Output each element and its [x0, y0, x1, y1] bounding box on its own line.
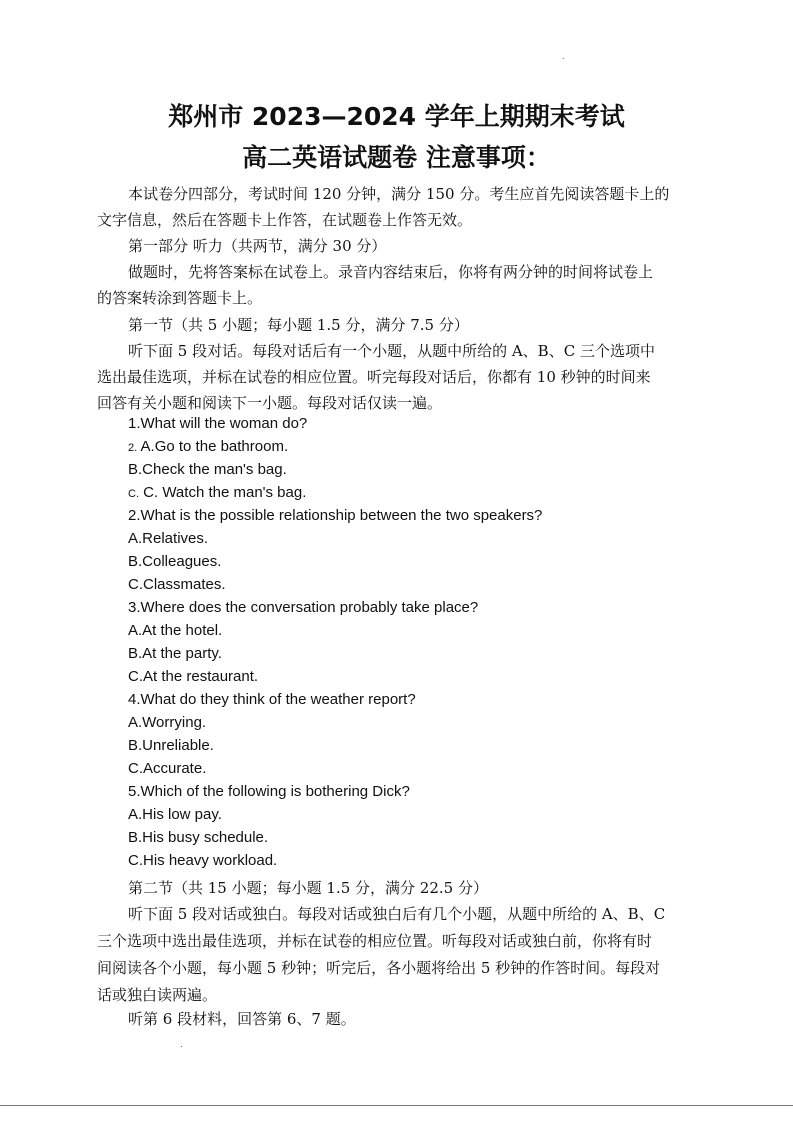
- question-option: B.At the party.: [128, 645, 222, 662]
- section1-heading-text: 第一节（共 5 小题；每小题 1.5 分，满分 7.5 分）: [128, 316, 469, 334]
- question-option: C.At the restaurant.: [128, 668, 259, 685]
- question-stem: 2.What is the possible relationship between the two speakers?: [128, 507, 543, 524]
- exam-subtitle: 高二英语试题卷 注意事项：: [242, 143, 551, 172]
- option-text: A.Go to the bathroom.: [137, 438, 289, 455]
- instruction-line: 的答案转涂到答题卡上。: [97, 289, 263, 307]
- question-option: A.His low pay.: [128, 806, 222, 823]
- material-6-prompt: [97, 1006, 697, 1032]
- exam-title: 郑州市 2023—2024 学年上期期末考试: [168, 102, 625, 131]
- section1-heading: [97, 312, 697, 338]
- question-option: B.Colleagues.: [128, 553, 222, 570]
- question-option: A.At the hotel.: [128, 622, 223, 639]
- part1-instruction: [97, 259, 697, 311]
- question-option: B.Unreliable.: [128, 737, 214, 754]
- option-marker: C.: [128, 488, 139, 500]
- part1-heading: [97, 233, 697, 259]
- question-option: A.Relatives.: [128, 530, 209, 547]
- instruction-line: 听下面 5 段对话。每段对话后有一个小题，从题中所给的 A、B、C 三个选项中: [128, 342, 655, 360]
- question-stem: 4.What do they think of the weather report?: [128, 691, 416, 708]
- question-stem: 1.What will the woman do?: [128, 415, 308, 432]
- intro-paragraph: [97, 181, 697, 233]
- bottom-dot-mark: .: [180, 1040, 183, 1049]
- section2-heading: [97, 875, 697, 901]
- instruction-line: 选出最佳选项，并标在试卷的相应位置。听完每段对话后，你都有 10 秒钟的时间来: [97, 368, 651, 386]
- top-dot-mark: .: [562, 52, 565, 61]
- part1-heading-text: 第一部分 听力（共两节，满分 30 分）: [128, 237, 387, 255]
- question-option: A.Worrying.: [128, 714, 207, 731]
- question-option: C.Classmates.: [128, 576, 226, 593]
- question-option: B.His busy schedule.: [128, 829, 269, 846]
- question-option: C.His heavy workload.: [128, 852, 278, 869]
- question-option: [128, 483, 306, 504]
- material-6-text: 听第 6 段材料，回答第 6、7 题。: [128, 1010, 356, 1028]
- section1-instruction: [97, 338, 697, 416]
- instruction-line: 听下面 5 段对话或独白。每段对话或独白后有几个小题，从题中所给的 A、B、C: [128, 905, 666, 923]
- intro-line: 本试卷分四部分，考试时间 120 分钟，满分 150 分。考生应首先阅读答题卡上的: [128, 185, 670, 203]
- option-text: C. Watch the man's bag.: [139, 484, 307, 501]
- intro-line: 文字信息，然后在答题卡上作答，在试题卷上作答无效。: [97, 211, 473, 229]
- instruction-line: 做题时，先将答案标在试卷上。录音内容结束后，你将有两分钟的时间将试卷上: [128, 263, 654, 281]
- section2-instruction: [97, 901, 697, 1009]
- section2-heading-text: 第二节（共 15 小题；每小题 1.5 分，满分 22.5 分）: [128, 879, 488, 897]
- question-option: [128, 437, 288, 458]
- page-bottom-rule: [0, 1105, 793, 1106]
- option-marker: 2.: [128, 442, 138, 454]
- question-option: [128, 460, 287, 480]
- instruction-line: 间阅读各个小题，每小题 5 秒钟；听完后，各小题将给出 5 秒钟的作答时间。每段对: [97, 959, 661, 977]
- question-stem: 5.Which of the following is bothering Dick?: [128, 783, 410, 800]
- instruction-line: 三个选项中选出最佳选项，并标在试卷的相应位置。听每段对话或独白前，你将有时: [97, 932, 653, 950]
- instruction-line: 回答有关小题和阅读下一小题。每段对话仅读一遍。: [97, 394, 443, 412]
- question-option: C.Accurate.: [128, 760, 207, 777]
- question-stem: 3.Where does the conversation probably take place?: [128, 599, 479, 616]
- option-text: B.Check the man's bag.: [128, 461, 287, 478]
- instruction-line: 话或独白读两遍。: [97, 986, 218, 1004]
